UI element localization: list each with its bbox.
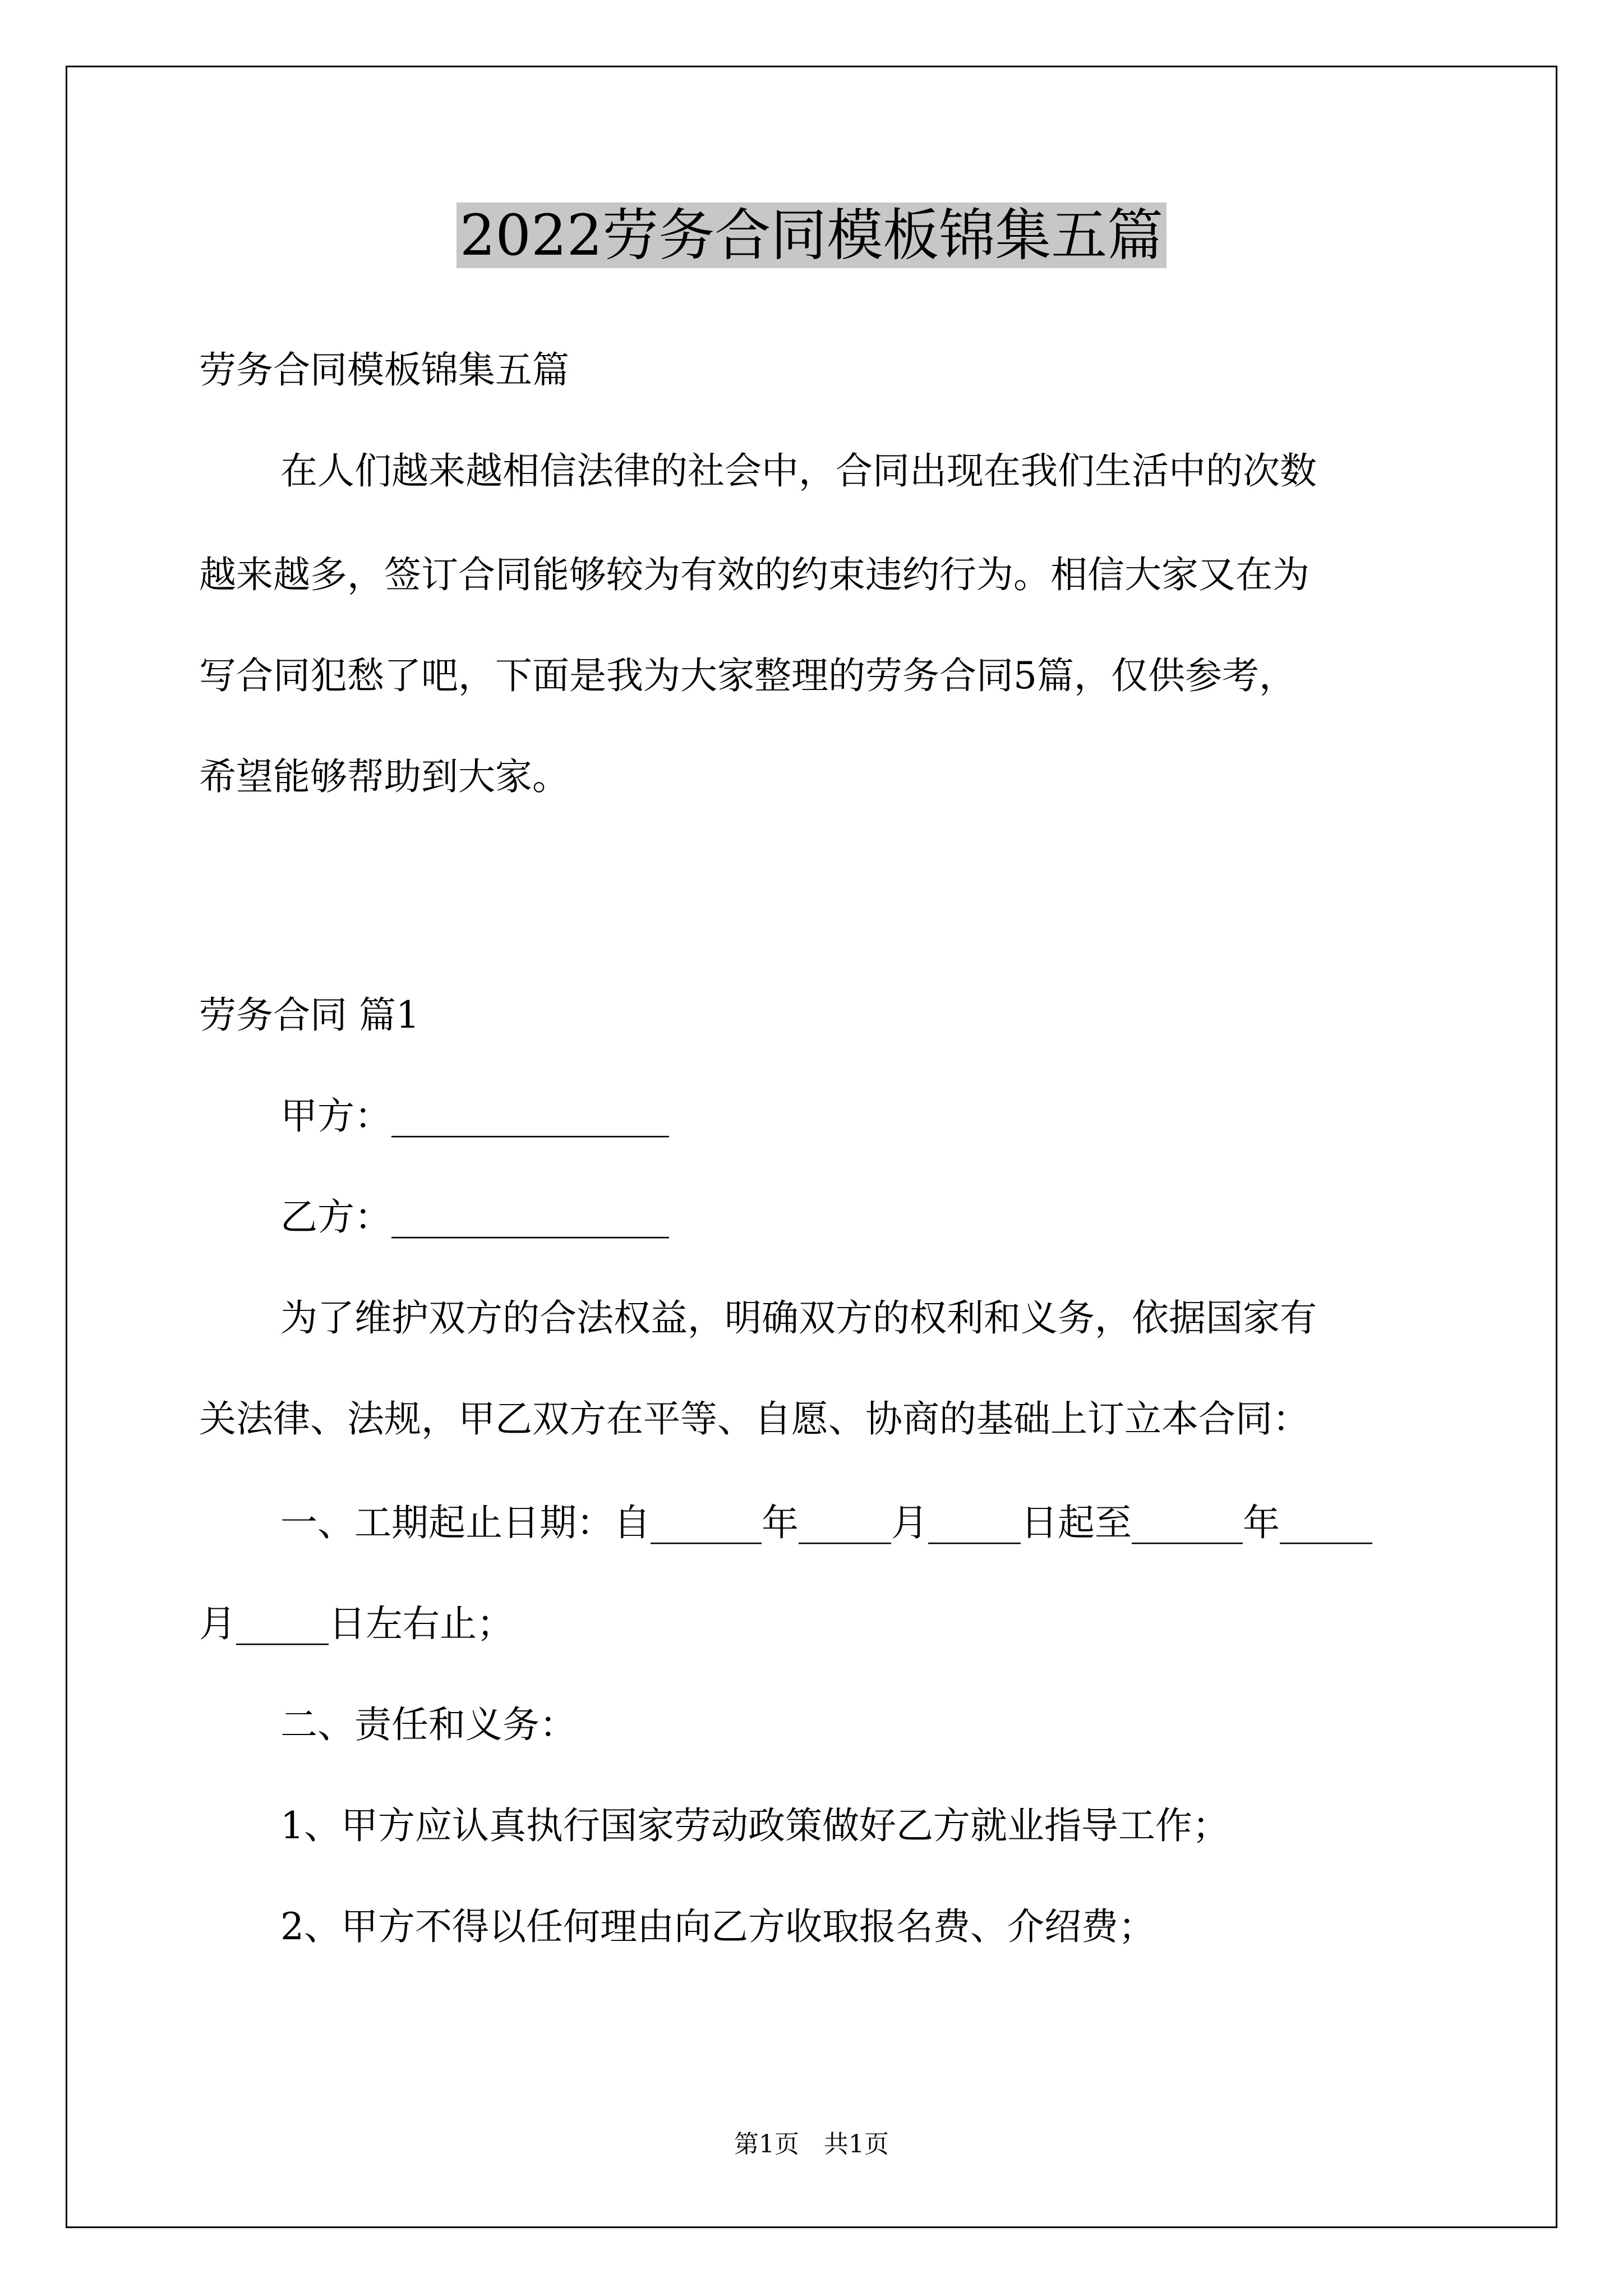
page-footer: 第1页 共1页	[734, 2130, 889, 2159]
intro-heading: 劳务合同模板锦集五篇	[199, 348, 569, 392]
document-title-text: 2022劳务合同模板锦集五篇	[457, 203, 1167, 268]
intro-paragraph-line: 写合同犯愁了吧，下面是我为大家整理的劳务合同5篇，仅供参考，	[199, 654, 1296, 697]
clause-item: 2、甲方不得以任何理由向乙方收取报名费、介绍费；	[280, 1905, 1155, 1948]
clause-heading: 二、责任和义务：	[280, 1703, 577, 1746]
party-a-field: 甲方：_______________	[280, 1094, 669, 1138]
section-heading: 劳务合同 篇1	[199, 993, 419, 1037]
document-title	[0, 199, 1623, 272]
intro-paragraph-line: 希望能够帮助到大家。	[199, 755, 569, 798]
intro-paragraph-line: 在人们越来越相信法律的社会中，合同出现在我们生活中的次数	[280, 449, 1317, 493]
preamble-line: 关法律、法规，甲乙双方在平等、自愿、协商的基础上订立本合同：	[199, 1397, 1310, 1441]
clause-line: 一、工期起止日期：自______年_____月_____日起至______年_____	[280, 1501, 1372, 1544]
clause-item: 1、甲方应认真执行国家劳动政策做好乙方就业指导工作；	[280, 1804, 1229, 1847]
intro-paragraph-line: 越来越多，签订合同能够较为有效的约束违约行为。相信大家又在为	[199, 553, 1310, 596]
preamble-line: 为了维护双方的合法权益，明确双方的权利和义务，依据国家有	[280, 1296, 1317, 1340]
party-b-field: 乙方：_______________	[280, 1195, 669, 1239]
clause-line: 月_____日左右止；	[199, 1602, 514, 1645]
